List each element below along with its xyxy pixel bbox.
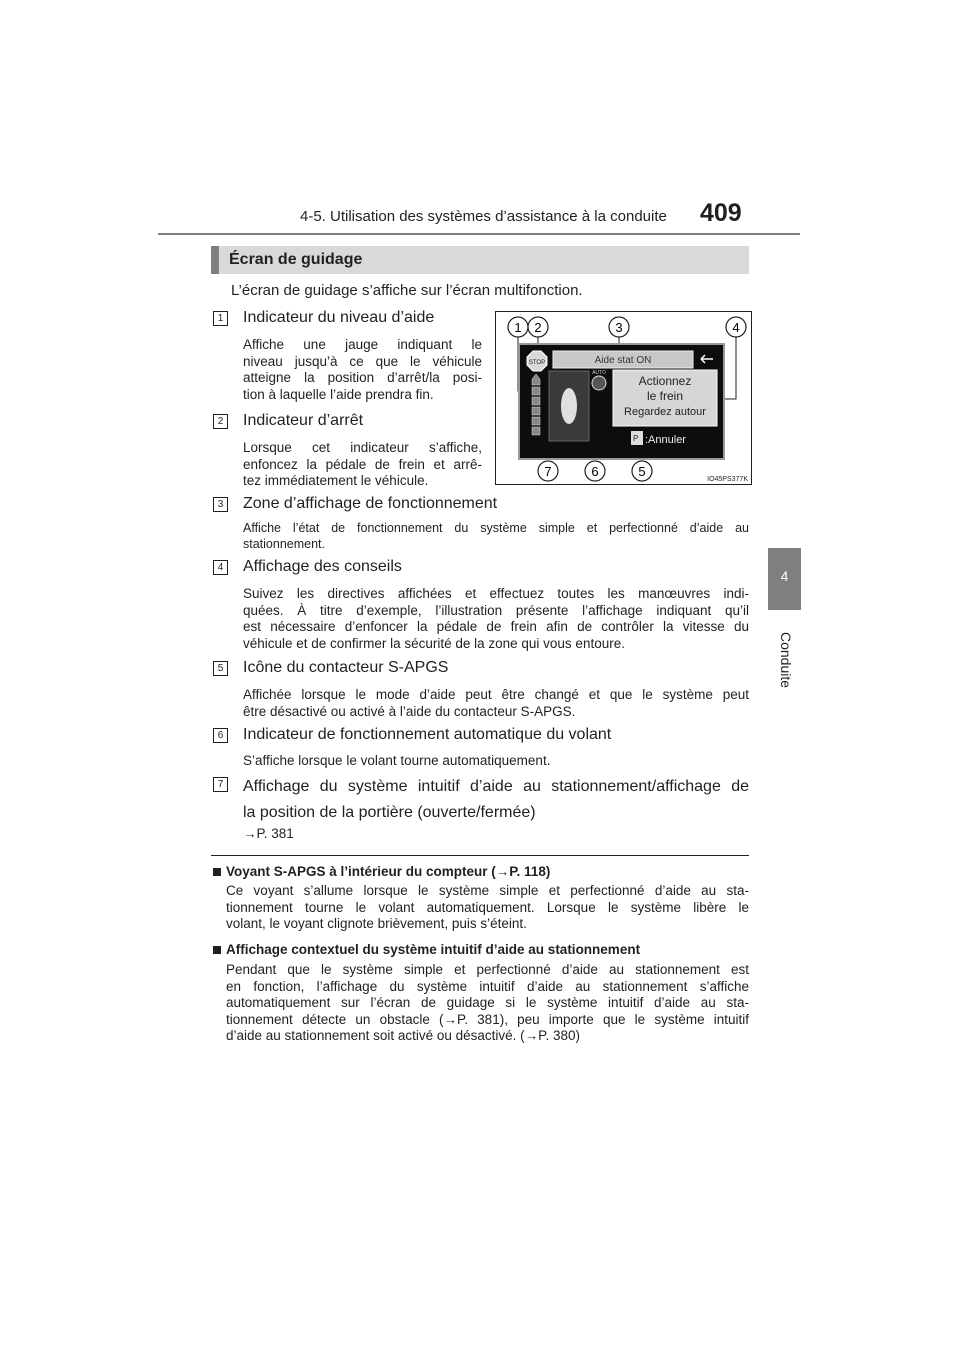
- item-title: [243, 774, 749, 826]
- callout-number: 1: [514, 320, 522, 335]
- steering-wheel-icon: [592, 376, 606, 390]
- title-line: Affichage du système intuitif d’aide au stationnement/affichage de: [243, 778, 749, 795]
- item-number: 7: [213, 777, 228, 792]
- stop-label: STOP: [528, 360, 546, 366]
- note-line: automatiquement sur l’écran de guidage si le système intuitif d’aide au sta-: [226, 995, 749, 1010]
- note-line: tionnement tourne le volant automatiquement. Lorsque le système libère le: [226, 899, 749, 915]
- item-title: Affichage des conseils: [243, 558, 402, 575]
- item-number: 1: [213, 311, 228, 326]
- note-body: [226, 962, 749, 1045]
- cancel-label: :Annuler: [645, 434, 686, 446]
- auto-label: AUTO: [592, 370, 606, 376]
- gauge-segment: [532, 427, 540, 435]
- title-line: la position de la portière (ouverte/fermée): [243, 804, 536, 821]
- desc-line: S’affiche lorsque le volant tourne automatiquement.: [243, 753, 551, 768]
- item-number: 3: [213, 497, 228, 512]
- desc-line: tez immédiatement le véhicule.: [243, 473, 429, 488]
- desc-line: tion à laquelle l’aide prendra fin.: [243, 386, 434, 402]
- desc-line: niveau jusqu’à ce que le véhicule: [243, 353, 482, 369]
- p-label: P: [633, 434, 639, 443]
- desc-line: Affiche une jauge indiquant le: [243, 337, 482, 352]
- guidance-screen-diagram: [495, 311, 752, 485]
- callout-number: 6: [591, 464, 599, 479]
- advice-line: Regardez autour: [624, 406, 706, 418]
- note-line: d’aide au stationnement soit activé ou désactivé. (→P. 380): [226, 1028, 580, 1043]
- header-rule: [158, 233, 800, 235]
- item-title: Icône du contacteur S-APGS: [243, 659, 449, 676]
- desc-line: Affichée lorsque le mode d’aide peut être changé et que le système peut: [243, 687, 749, 702]
- item-desc: [243, 337, 482, 403]
- callout-number: 2: [534, 320, 542, 335]
- item-number: 4: [213, 560, 228, 575]
- running-header-section: 4-5. Utilisation des systèmes d’assistance à la conduite: [300, 208, 667, 225]
- item-title: Indicateur de fonctionnement automatique du volant: [243, 726, 612, 743]
- note-line: Ce voyant s’allume lorsque le système simple et perfectionné d’aide au sta-: [226, 883, 749, 898]
- note-title: Voyant S-APGS à l’intérieur du compteur (→P. 118): [226, 864, 551, 879]
- section-heading: [211, 246, 749, 274]
- desc-line: Affiche l’état de fonctionnement du système simple et perfectionné d’aide au: [243, 521, 749, 535]
- item-title: Indicateur d’arrêt: [243, 412, 364, 429]
- note-line: volant, le voyant clignote brièvement, puis s’éteint.: [226, 916, 527, 931]
- desc-line: est nécessaire d’enfoncer la pédale de frein afin de contrôler la vitesse du: [243, 619, 749, 634]
- gauge-segment: [532, 387, 540, 395]
- car-icon: [561, 388, 577, 424]
- desc-line: Lorsque cet indicateur s’affiche,: [243, 440, 482, 455]
- page-number: 409: [700, 199, 742, 227]
- note-line: tionnement détecte un obstacle (→P. 381), peu importe que le système intuitif: [226, 1011, 749, 1027]
- desc-line: enfoncez la pédale de frein et arrê-: [243, 456, 482, 472]
- desc-line: stationnement.: [243, 537, 325, 551]
- item-number: 6: [213, 728, 228, 743]
- intro-text: L’écran de guidage s’affiche sur l’écran multifonction.: [231, 282, 583, 299]
- note-body: [226, 883, 749, 933]
- page-reference: →P. 381: [243, 826, 294, 841]
- desc-line: être désactivé ou activé à l’aide du contacteur S-APGS.: [243, 703, 576, 719]
- item-desc: [243, 520, 749, 552]
- bullet-square-icon: [213, 946, 221, 954]
- callout-number: 7: [544, 464, 552, 479]
- notes-divider: [211, 855, 749, 856]
- item-title: Indicateur du niveau d’aide: [243, 309, 435, 326]
- chapter-tab-number: 4: [780, 568, 789, 584]
- note-title: Affichage contextuel du système intuitif d’aide au stationnement: [226, 942, 641, 957]
- image-code: IO45PS377K: [707, 476, 748, 483]
- advice-line: le frein: [646, 389, 684, 403]
- gauge-segment: [532, 417, 540, 425]
- desc-line: Suivez les directives affichées et effectuez toutes les manœuvres indi-: [243, 586, 749, 601]
- callout-number: 4: [732, 320, 740, 335]
- item-desc: [243, 586, 749, 652]
- bullet-square-icon: [213, 868, 221, 876]
- gauge-segment: [532, 407, 540, 415]
- item-number: 5: [213, 661, 228, 676]
- item-number: 2: [213, 414, 228, 429]
- callout-number: 5: [638, 464, 646, 479]
- desc-line: atteigne la position d’arrêt/la posi-: [243, 370, 482, 385]
- item-title: Zone d’affichage de fonctionnement: [243, 495, 498, 512]
- chapter-tab-label: Conduite: [778, 632, 794, 689]
- item-desc: [243, 687, 749, 720]
- section-heading-text: Écran de guidage: [229, 251, 363, 268]
- advice-line: Actionnez: [638, 374, 692, 388]
- note-line: Pendant que le système simple et perfectionné d’aide au stationnement est: [226, 962, 749, 977]
- status-text: Aide stat ON: [594, 355, 652, 366]
- callout-number: 3: [615, 320, 623, 335]
- item-desc: [243, 753, 749, 770]
- desc-line: quées. À titre d’exemple, l’illustration présente l’affichage indiquant qu’il: [243, 602, 749, 618]
- note-line: en fonction, l’affichage du système intuitif d’aide au stationnement s’affiche: [226, 978, 749, 994]
- desc-line: véhicule et de confirmer la sécurité de la zone qui vous entoure.: [243, 635, 625, 651]
- gauge-segment: [532, 397, 540, 405]
- item-desc: [243, 440, 482, 490]
